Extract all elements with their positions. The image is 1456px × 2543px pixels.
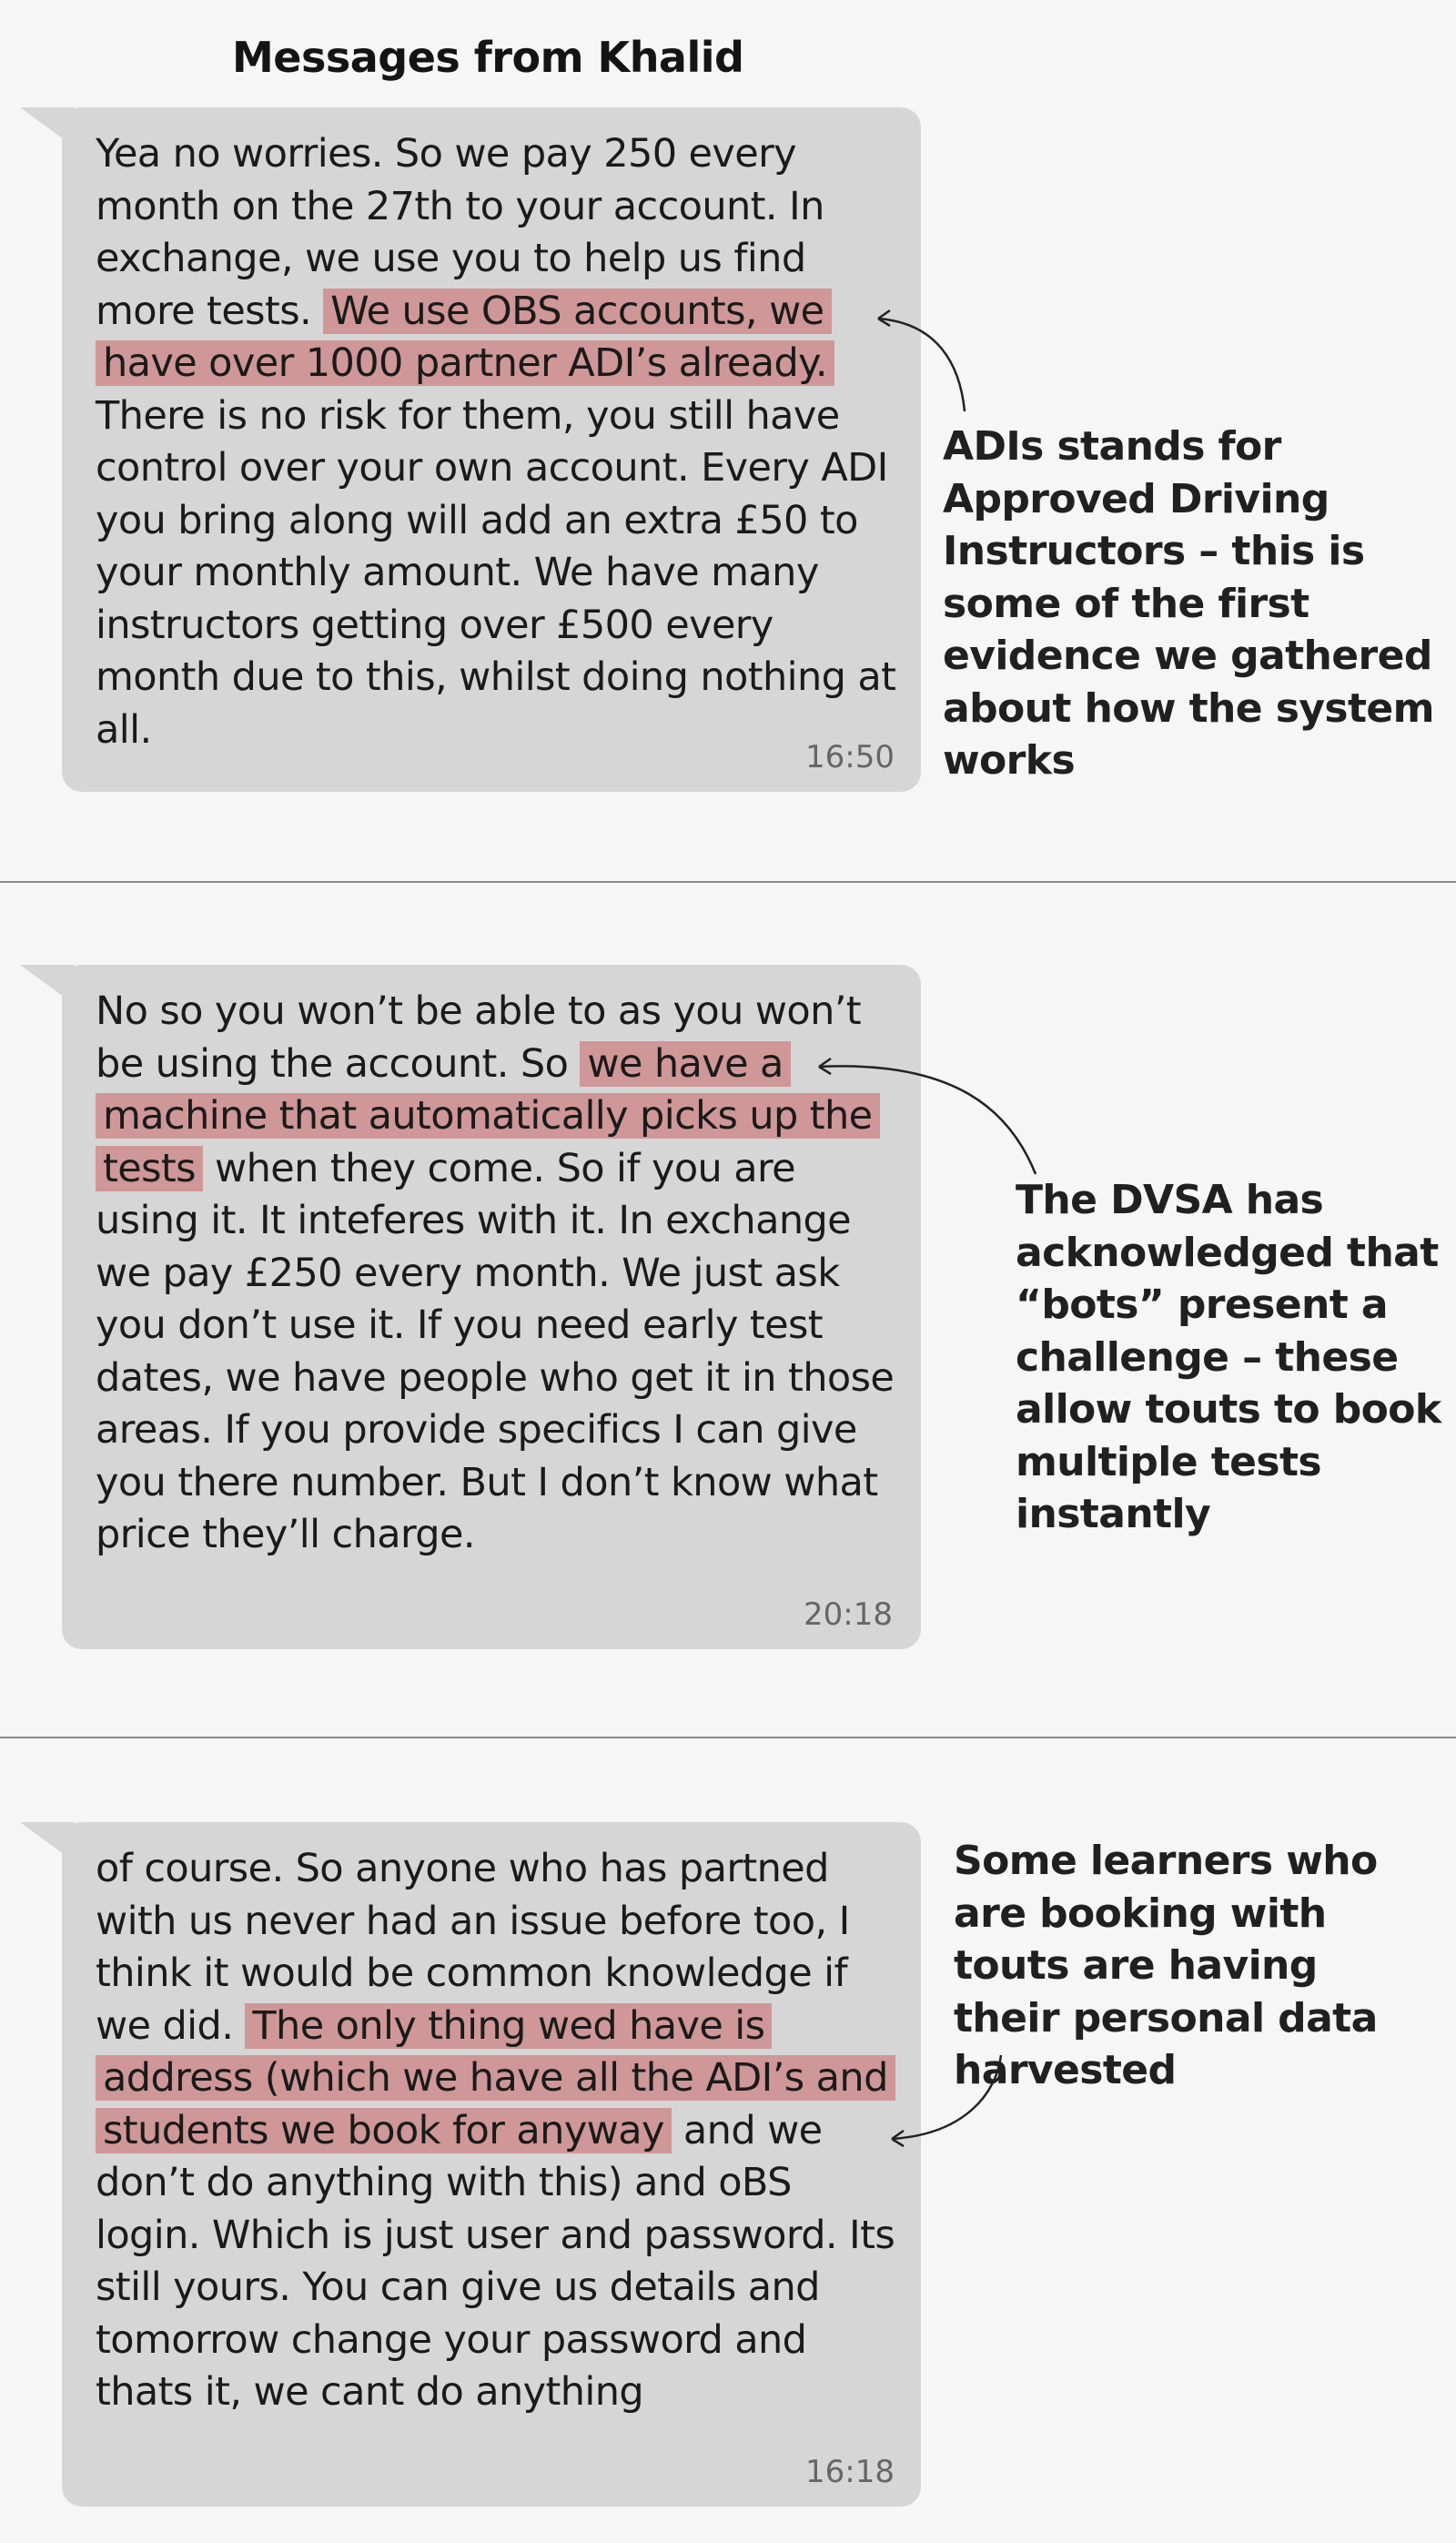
message-text-after: and we don’t do anything with this) and oBS login. Which is just user and password. Its still yours. You can give us details and tomorrow change your password and thats it, we cant do anything (96, 2107, 895, 2415)
message-text-before: Yea no worries. So we pay 250 every month on the 27th to your account. In exchange, we use you to help us find more tests. (96, 131, 824, 334)
message-text-after: There is no risk for them, you still have control over your own account. Every ADI you bring along will add an extra £50 to your monthly amount. We have many instructors getting over £500 every month due to this, whilst doing nothing at all. (96, 392, 896, 753)
message-text-before: No so you won’t be able to as you won’t be using the account. So (96, 988, 862, 1087)
message-timestamp: 16:50 (805, 739, 895, 775)
highlighted-text: The only thing wed have is address (which we have all the ADI’s and students we book for anyway (96, 2003, 895, 2153)
message-timestamp: 16:18 (805, 2454, 895, 2490)
message-timestamp: 20:18 (804, 1596, 893, 1633)
message-text-before: of course. So anyone who has partned with us never had an issue before too, I think it would be common knowledge if we did. (96, 1846, 850, 2049)
highlighted-text: we have a machine that automatically picks up the tests (96, 1041, 880, 1191)
message-text-after: when they come. So if you are using it. It inteferes with it. In exchange we pay £250 every month. We just ask you don’t use it. If you need early test dates, we have people who get it in those areas. If you provide specifics I can give you there number. But I don’t know what price they’ll charge. (96, 1145, 895, 1557)
highlighted-text: We use OBS accounts, we have over 1000 partner ADI’s already. (96, 289, 834, 387)
annotation-text: The DVSA has acknowledged that “bots” present a challenge – these allow touts to book multiple tests instantly (1016, 1177, 1441, 1537)
annotation-text: ADIs stands for Approved Driving Instructors – this is some of the first evidence we gathered about how the system works (943, 423, 1434, 784)
page-title: Messages from Khalid (232, 33, 744, 82)
annotation-text: Some learners who are booking with touts are having their personal data harvested (954, 1838, 1378, 2093)
